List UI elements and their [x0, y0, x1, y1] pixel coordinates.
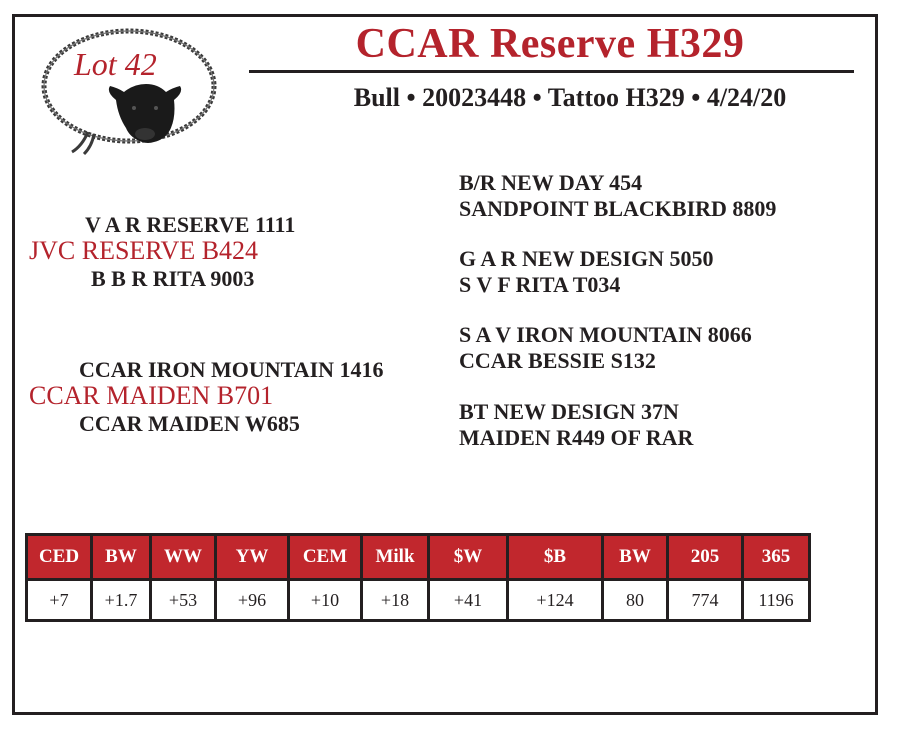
dam-sire: CCAR IRON MOUNTAIN 1416 — [79, 357, 384, 382]
great-grandparent: B/R NEW DAY 454 — [459, 170, 643, 195]
epd-value-birth-weight: 80 — [603, 580, 668, 621]
title-divider — [249, 70, 854, 73]
epd-header-ww: WW — [151, 535, 216, 580]
epd-value-yw: +96 — [216, 580, 289, 621]
epd-value-row — [27, 580, 810, 621]
epd-header-bw: BW — [92, 535, 151, 580]
dam-dam: CCAR MAIDEN W685 — [79, 411, 300, 436]
lot-label: Lot 42 — [74, 46, 157, 82]
epd-header-yw: YW — [216, 535, 289, 580]
great-grandparent: MAIDEN R449 OF RAR — [459, 425, 694, 450]
epd-value-b-index: +124 — [508, 580, 603, 621]
epd-value-205: 774 — [668, 580, 743, 621]
great-grandparent: BT NEW DESIGN 37N — [459, 399, 679, 424]
animal-subtitle: Bull • 20023448 • Tattoo H329 • 4/24/20 — [353, 83, 787, 112]
epd-table — [25, 533, 811, 622]
epd-value-ww: +53 — [151, 580, 216, 621]
dam: CCAR MAIDEN B701 — [29, 381, 274, 410]
epd-value-bw: +1.7 — [92, 580, 151, 621]
great-grandparent: S V F RITA T034 — [459, 272, 621, 297]
lot-logo — [38, 28, 220, 156]
epd-header-row — [27, 535, 810, 580]
sire: JVC RESERVE B424 — [29, 236, 259, 265]
epd-header-ced: CED — [27, 535, 92, 580]
epd-value-ced: +7 — [27, 580, 92, 621]
epd-header-365: 365 — [743, 535, 810, 580]
epd-header-birth-weight: BW — [603, 535, 668, 580]
great-grandparent: S A V IRON MOUNTAIN 8066 — [459, 322, 752, 347]
epd-header-cem: CEM — [289, 535, 362, 580]
epd-header-205: 205 — [668, 535, 743, 580]
epd-header-milk: Milk — [362, 535, 429, 580]
epd-value-w-index: +41 — [429, 580, 508, 621]
epd-value-cem: +10 — [289, 580, 362, 621]
epd-value-milk: +18 — [362, 580, 429, 621]
sire-dam: B B R RITA 9003 — [91, 266, 255, 291]
epd-header-w-index: $W — [429, 535, 508, 580]
epd-header-b-index: $B — [508, 535, 603, 580]
great-grandparent: G A R NEW DESIGN 5050 — [459, 246, 714, 271]
epd-value-365: 1196 — [743, 580, 810, 621]
great-grandparent: SANDPOINT BLACKBIRD 8809 — [459, 196, 777, 221]
sire-sire: V A R RESERVE 1111 — [85, 212, 296, 237]
animal-title: CCAR Reserve H329 — [355, 21, 745, 67]
great-grandparent: CCAR BESSIE S132 — [459, 348, 656, 373]
